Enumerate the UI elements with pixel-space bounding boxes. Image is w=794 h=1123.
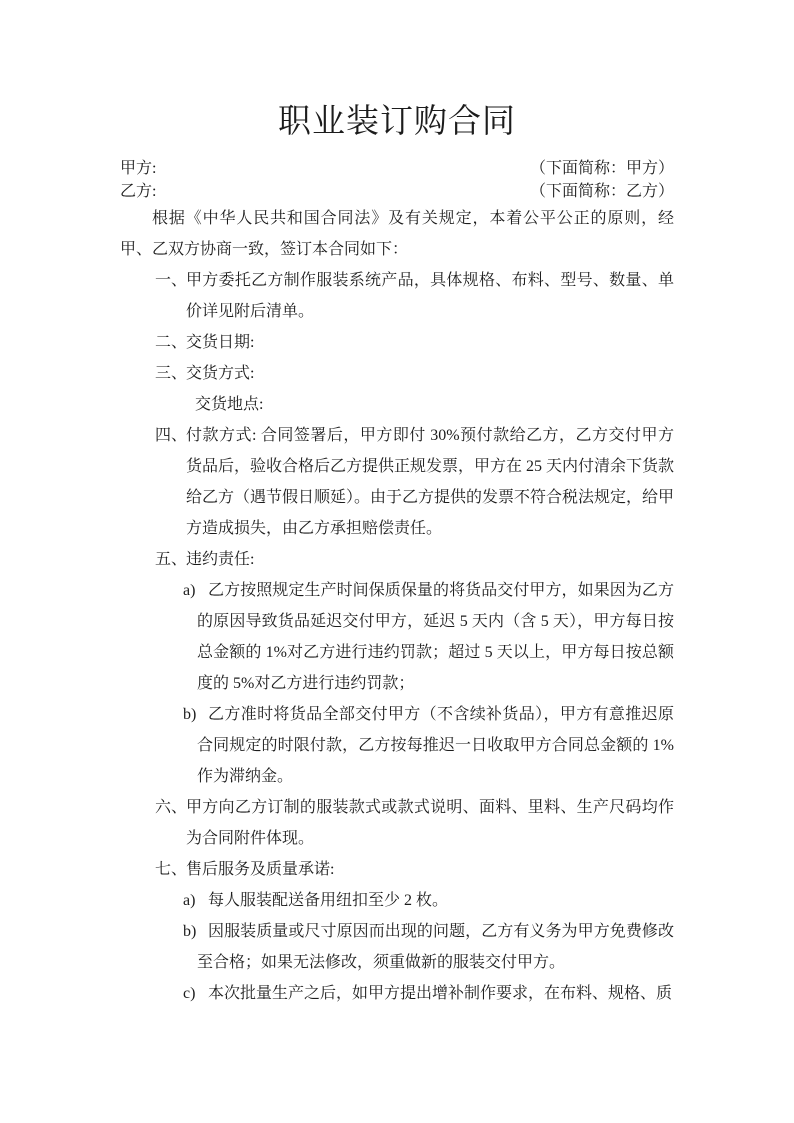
clause-5-text: 违约责任: bbox=[186, 551, 255, 568]
clause-1-text: 甲方委托乙方制作服装系统产品，具体规格、布料、型号、数量、单价详见附后清单。 bbox=[186, 272, 674, 320]
clause-3-marker: 三、 bbox=[155, 365, 188, 382]
clause-5-marker: 五、 bbox=[155, 551, 188, 568]
clause-3 bbox=[120, 358, 674, 389]
clause-5-subitem-b bbox=[120, 699, 674, 792]
clause-1 bbox=[120, 265, 674, 327]
clause-7 bbox=[120, 854, 674, 885]
clause-7-subitem-b bbox=[120, 916, 674, 978]
party-alias-jiafang: （下面简称：甲方） bbox=[529, 160, 674, 177]
clause-4 bbox=[120, 420, 674, 544]
clause-3-text: 交货方式: bbox=[186, 365, 255, 382]
clause-5 bbox=[120, 544, 674, 575]
clause-7-text: 售后服务及质量承诺: bbox=[186, 861, 335, 878]
party-row-yifang bbox=[120, 180, 674, 203]
preamble-paragraph: 根据《中华人民共和国合同法》及有关规定，本着公平公正的原则，经甲、乙双方协商一致，签订本合同如下： bbox=[120, 210, 674, 258]
clause-2-marker: 二、 bbox=[155, 334, 188, 351]
clause-2 bbox=[120, 327, 674, 358]
clause-5-subitem-a bbox=[120, 575, 674, 699]
clause-6-text: 甲方向乙方订制的服装款式或款式说明、面料、里料、生产尺码均作为合同附件体现。 bbox=[186, 799, 674, 847]
clause-2-text: 交货日期: bbox=[186, 334, 255, 351]
party-row-jiafang bbox=[120, 157, 674, 180]
clause-7-subitem-a-text: 每人服装配送备用纽扣至少 2 枚。 bbox=[208, 892, 449, 909]
party-label-yifang: 乙方: bbox=[120, 183, 157, 200]
clause-7-subitem-b-text: 因服装质量或尺寸原因而出现的问题，乙方有义务为甲方免费修改至合格；如果无法修改，须重做新的服装交付甲方。 bbox=[197, 923, 674, 971]
clause-5-subitem-b-marker: b) bbox=[183, 706, 197, 723]
party-alias-yifang: （下面简称：乙方） bbox=[529, 183, 674, 200]
clause-7-subitem-c bbox=[120, 978, 674, 1009]
clause-7-subitem-c-marker: c) bbox=[183, 985, 196, 1002]
clause-1-marker: 一、 bbox=[155, 272, 188, 289]
clause-4-text: 付款方式: 合同签署后，甲方即付 30%预付款给乙方，乙方交付甲方货品后，验收合格后乙方提供正规发票，甲方在 25 天内付清余下货款给乙方（遇节假日顺延）。由于乙方提供的发票不符合税法规定，给甲方造成损失，由乙方承担赔偿责任。 bbox=[186, 427, 675, 537]
clause-6-marker: 六、 bbox=[155, 799, 188, 816]
party-label-jiafang: 甲方: bbox=[120, 160, 157, 177]
clause-5-subitem-a-text: 乙方按照规定生产时间保质保量的将货品交付甲方，如果因为乙方的原因导致货品延迟交付甲方，延迟 5 天内（含 5 天），甲方每日按总金额的 1%对乙方进行违约罚款；超过 5 天以上，甲方每日按总额度的 5%对乙方进行违约罚款； bbox=[197, 582, 674, 692]
clause-4-marker: 四、 bbox=[155, 427, 188, 444]
clause-7-subitem-c-text: 本次批量生产之后，如甲方提出增补制作要求，在布料、规格、质 bbox=[208, 985, 673, 1002]
page-title: 职业装订购合同 bbox=[278, 104, 516, 140]
clause-7-marker: 七、 bbox=[155, 861, 188, 878]
clause-7-subitem-a bbox=[120, 885, 674, 916]
clause-7-subitem-a-marker: a) bbox=[183, 892, 196, 909]
clause-5-subitem-a-marker: a) bbox=[183, 582, 196, 599]
clause-5-subitem-b-text: 乙方准时将货品全部交付甲方（不含续补货品），甲方有意推迟原合同规定的时限付款，乙方按每推迟一日收取甲方合同总金额的 1%作为滞纳金。 bbox=[197, 706, 674, 785]
clause-3-delivery-place-line: 交货地点: bbox=[195, 396, 264, 413]
clause-7-subitem-b-marker: b) bbox=[183, 923, 197, 940]
clause-6 bbox=[120, 792, 674, 854]
